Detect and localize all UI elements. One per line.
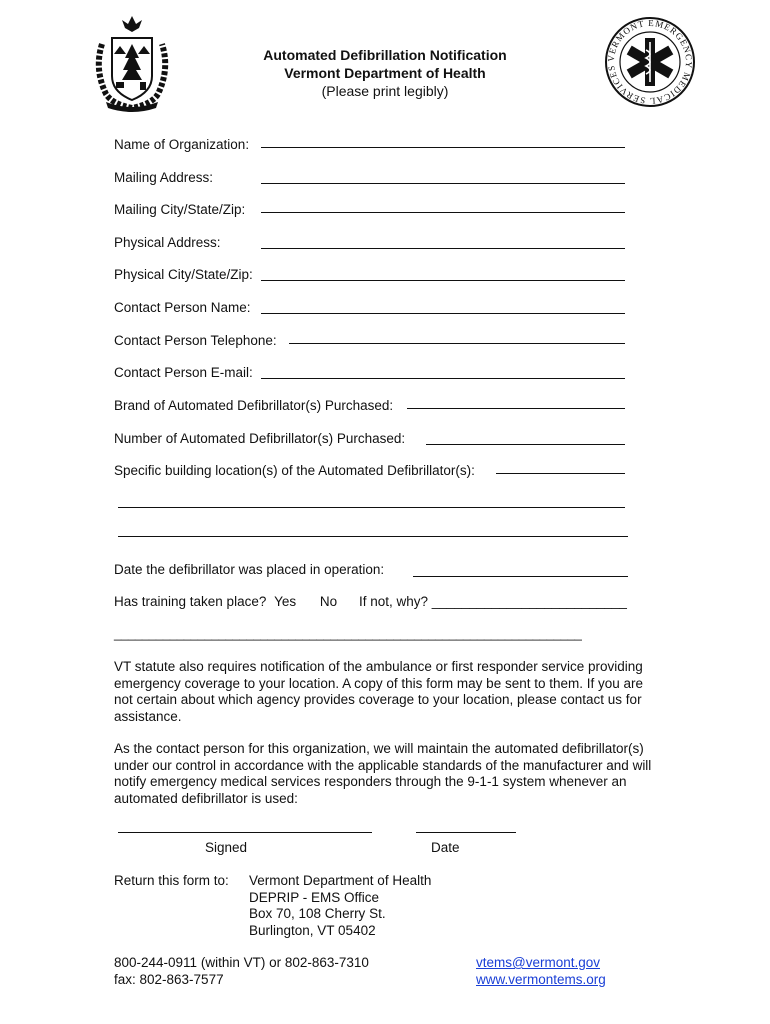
contact-email-input-line[interactable] (261, 378, 625, 379)
return-address (249, 873, 431, 939)
physical-address-input-line[interactable] (261, 248, 625, 249)
return-line-2: DEPRIP - EMS Office (249, 889, 380, 905)
number-input-line[interactable] (426, 444, 625, 445)
date-placed-input-line[interactable] (413, 576, 628, 577)
return-line-4: Burlington, VT 05402 (249, 922, 376, 938)
signed-label: Signed (205, 840, 248, 855)
field-label-contact-email: Contact Person E-mail: (114, 365, 253, 380)
date-label: Date (431, 840, 460, 855)
field-label-date-placed: Date the defibrillator was placed in operation: (114, 562, 385, 577)
department-name: Vermont Department of Health (284, 65, 486, 81)
fax-text: fax: 802-863-7577 (114, 971, 224, 987)
physical-city-input-line[interactable] (261, 280, 625, 281)
contact-block (114, 955, 369, 988)
field-label-mailing-city: Mailing City/State/Zip: (114, 202, 246, 217)
field-label-physical-address: Physical Address: (114, 235, 221, 250)
field-label-number: Number of Automated Defibrillator(s) Purchased: (114, 431, 406, 446)
contact-telephone-input-line[interactable] (289, 343, 625, 344)
contact-links (476, 955, 606, 988)
signature-date-line[interactable] (416, 832, 516, 833)
print-instruction: (Please print legibly) (321, 83, 449, 99)
field-label-physical-city: Physical City/State/Zip: (114, 267, 253, 282)
contact-name-input-line[interactable] (261, 313, 625, 314)
mailing-address-input-line[interactable] (261, 183, 625, 184)
mailing-city-input-line[interactable] (261, 212, 625, 213)
email-link[interactable]: vtems@vermont.gov (476, 955, 600, 970)
field-label-contact-name: Contact Person Name: (114, 300, 251, 315)
training-yes-option[interactable]: Yes (274, 594, 297, 609)
field-label-contact-telephone: Contact Person Telephone: (114, 333, 277, 348)
training-why-field[interactable]: If not, why? __________________________ (358, 594, 627, 609)
form-title: Automated Defibrillation Notification (263, 47, 507, 63)
maintenance-paragraph: As the contact person for this organization, we will maintain the automated defibrillator(s) under our control in accordance with the applicable standards of the manufacturer and will notify emergency medical services responders through the 9-1-1 system whenever an automated defibrillator is used: (114, 741, 652, 806)
field-label-location: Specific building location(s) of the Automated Defibrillator(s): (114, 463, 475, 478)
return-label: Return this form to: (114, 873, 229, 888)
field-label-mailing-address: Mailing Address: (114, 170, 214, 185)
website-link[interactable]: www.vermontems.org (476, 971, 606, 987)
return-line-1: Vermont Department of Health (249, 873, 432, 888)
location-input-line-3[interactable] (118, 536, 628, 537)
training-question-text: Has training taken place? (114, 594, 267, 609)
phone-text: 800-244-0911 (within VT) or 802-863-7310 (114, 955, 369, 970)
field-label-organization: Name of Organization: (114, 137, 250, 152)
location-input-line-2[interactable] (118, 507, 625, 508)
brand-input-line[interactable] (407, 408, 625, 409)
training-why-line[interactable]: ___________________________________________________________________ (114, 626, 582, 641)
ems-seal-text: VERMONT EMERGENCY MEDICAL SERVICES (605, 17, 695, 107)
training-question (114, 594, 627, 609)
organization-input-line[interactable] (261, 147, 625, 148)
vermont-ems-logo (604, 16, 696, 108)
statute-paragraph: VT statute also requires notification of the ambulance or first responder service providing emergency coverage to your location. A copy of this form may be sent to them. If you are not certain about which agency provides coverage to your location, please contact us for assistance. (114, 659, 644, 724)
field-label-brand: Brand of Automated Defibrillator(s) Purchased: (114, 398, 394, 413)
training-no-option[interactable]: No (319, 594, 338, 609)
return-line-3: Box 70, 108 Cherry St. (249, 906, 386, 921)
signature-line[interactable] (118, 832, 372, 833)
location-input-line[interactable] (496, 473, 625, 474)
